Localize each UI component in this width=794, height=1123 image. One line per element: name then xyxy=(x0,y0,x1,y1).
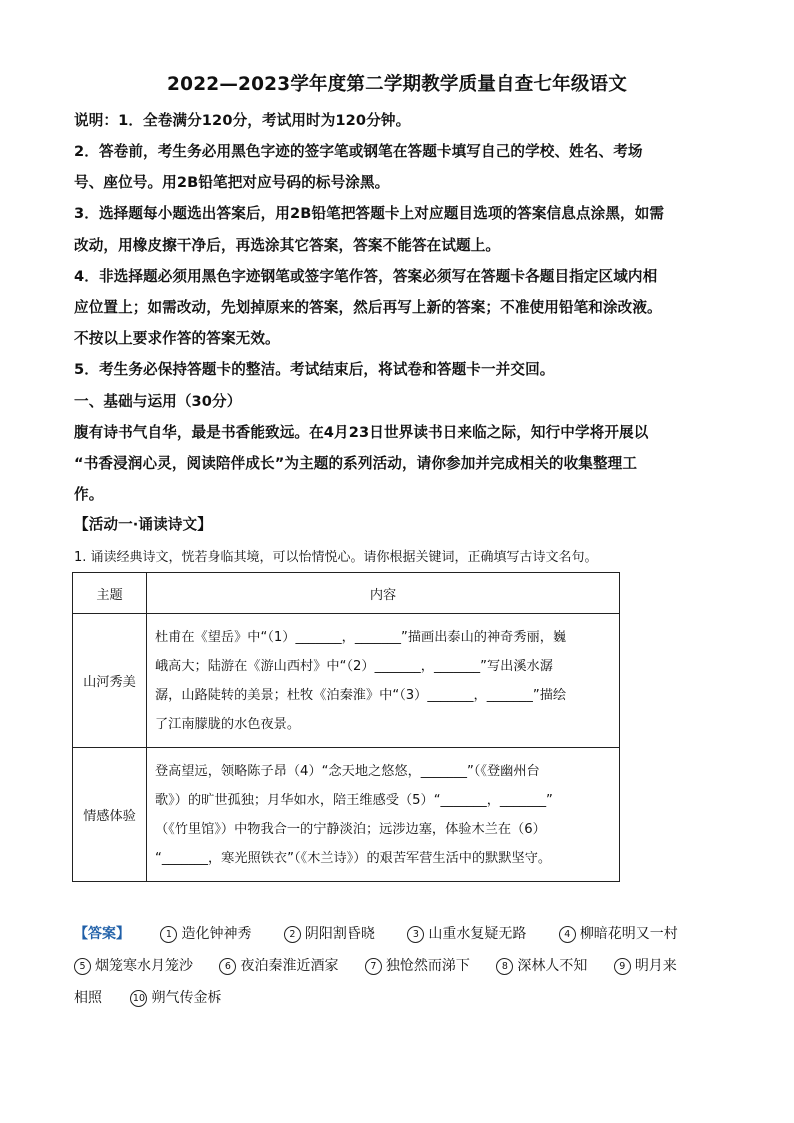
content-line: “_______，寒光照铁衣”（《木兰诗》）的艰苦军营生活中的默默坚守。 xyxy=(155,851,552,866)
answer-item xyxy=(559,923,678,943)
answer-number: 2 xyxy=(284,926,301,943)
topic-cell: 情感体验 xyxy=(73,748,147,882)
answer-number: 10 xyxy=(130,990,147,1007)
answer-item xyxy=(160,923,251,943)
section-heading: 一、基础与运用（30分） xyxy=(74,393,242,410)
answer-text: 夜泊秦淮近酒家 xyxy=(240,958,339,974)
answer-number: 1 xyxy=(160,926,177,943)
answer-text: 烟笼寒水月笼沙 xyxy=(95,958,193,974)
content-line: 歌》）的旷世孤独；月华如水，陪王维感受（5）“_______，_______” xyxy=(155,793,553,808)
instruction-line: 2．答卷前，考生务必用黑色字迹的签字笔或钢笔在答题卡填写自己的学校、姓名、考场 xyxy=(74,143,643,160)
answer-text: 深林人不知 xyxy=(517,958,588,974)
content-line: 杜甫在《望岳》中“（1）_______，_______”描画出泰山的神奇秀丽，巍 xyxy=(155,630,567,645)
intro-line: 作。 xyxy=(74,486,104,503)
content-line: 登高望远，领略陈子昂（4）“念天地之悠悠，_______”（《登幽州台 xyxy=(155,764,540,779)
answer-tag: 【答案】 xyxy=(74,926,130,942)
answer-item xyxy=(407,923,526,943)
answer-item xyxy=(130,987,221,1007)
answer-number: 9 xyxy=(614,958,631,975)
instruction-line: 不按以上要求作答的答案无效。 xyxy=(74,330,280,347)
answer-text: 明月来 xyxy=(634,958,677,974)
answer-line xyxy=(74,955,677,975)
content-line: 峨高大；陆游在《游山西村》中“（2）_______，_______”写出溪水潺 xyxy=(155,659,553,674)
content-line: 了江南朦胧的水色夜景。 xyxy=(155,717,301,732)
topic-cell: 山河秀美 xyxy=(73,614,147,748)
poetry-table xyxy=(72,572,620,882)
content-cell xyxy=(147,748,620,882)
exam-title: 2022—2023学年度第二学期教学质量自查七年级语文 xyxy=(167,74,627,95)
answer-text: 独怆然而涕下 xyxy=(385,958,470,974)
answer-line xyxy=(74,987,221,1007)
table-header-row xyxy=(73,573,620,614)
intro-line: “书香浸润心灵，阅读陪伴成长”为主题的系列活动，请你参加并完成相关的收集整理工 xyxy=(74,455,638,472)
answer-item xyxy=(496,955,587,975)
answer-text: 柳暗花明又一村 xyxy=(579,926,678,942)
answer-item xyxy=(74,955,193,975)
instruction-line: 号、座位号。用2B铅笔把对应号码的标号涂黑。 xyxy=(74,174,390,191)
answer-text: 阴阳割昏晓 xyxy=(304,926,375,942)
answer-text: 相照 xyxy=(74,990,102,1006)
answer-number: 6 xyxy=(219,958,236,975)
content-line: （《竹里馆》）中物我合一的宁静淡泊；远涉边塞，体验木兰在（6） xyxy=(155,822,546,837)
answer-line xyxy=(74,923,678,943)
activity-heading: 【活动一·诵读诗文】 xyxy=(74,516,212,533)
instruction-line: 说明：1．全卷满分120分，考试用时为120分钟。 xyxy=(74,112,411,129)
table-header: 内容 xyxy=(147,573,620,614)
answer-number: 8 xyxy=(496,958,513,975)
answer-number: 3 xyxy=(407,926,424,943)
table-row xyxy=(73,614,620,748)
content-line: 潺，山路陡转的美景；杜牧《泊秦淮》中“（3）_______，_______”描绘 xyxy=(155,688,567,703)
answer-item xyxy=(365,955,470,975)
content-cell xyxy=(147,614,620,748)
instruction-line: 3．选择题每小题选出答案后，用2B铅笔把答题卡上对应题目选项的答案信息点涂黑，如需 xyxy=(74,205,665,222)
answer-number: 4 xyxy=(559,926,576,943)
instruction-line: 应位置上；如需改动，先划掉原来的答案，然后再写上新的答案；不准使用铅笔和涂改液。 xyxy=(74,299,662,316)
answer-item xyxy=(219,955,338,975)
instruction-line: 5．考生务必保持答题卡的整洁。考试结束后，将试卷和答题卡一并交回。 xyxy=(74,361,555,378)
answer-text: 朔气传金柝 xyxy=(151,990,222,1006)
answer-number: 5 xyxy=(74,958,91,975)
answer-text: 造化钟神秀 xyxy=(181,926,252,942)
instruction-line: 4．非选择题必须用黑色字迹钢笔或签字笔作答，答案必须写在答题卡各题目指定区域内相 xyxy=(74,268,658,285)
intro-line: 腹有诗书气自华，最是书香能致远。在4月23日世界读书日来临之际，知行中学将开展以 xyxy=(74,424,649,441)
table-header: 主题 xyxy=(73,573,147,614)
answer-text: 山重水复疑无路 xyxy=(428,926,527,942)
answer-number: 7 xyxy=(365,958,382,975)
question-1: 1. 诵读经典诗文，恍若身临其境，可以怡情悦心。请你根据关键词，正确填写古诗文名句。 xyxy=(74,550,598,565)
answer-item xyxy=(284,923,375,943)
instruction-line: 改动，用橡皮擦干净后，再选涂其它答案，答案不能答在试题上。 xyxy=(74,237,501,254)
table-row xyxy=(73,748,620,882)
answer-item xyxy=(614,955,677,975)
